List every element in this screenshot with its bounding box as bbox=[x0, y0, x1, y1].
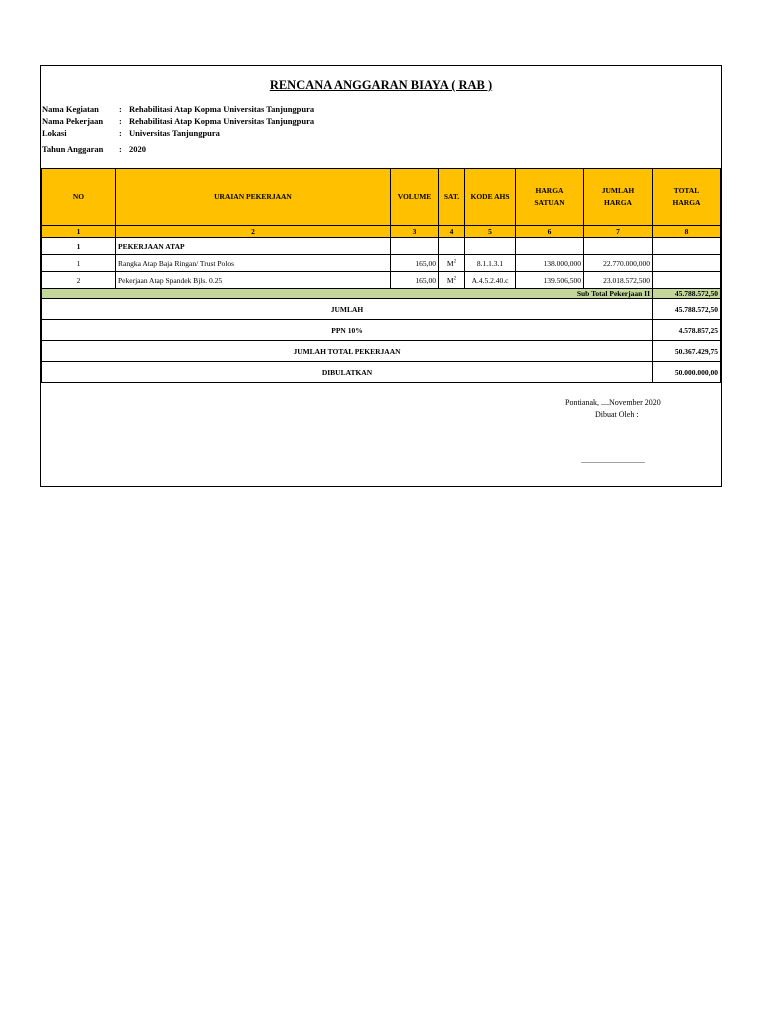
info-value: Rehabilitasi Atap Kopma Universitas Tanjungpura bbox=[129, 104, 315, 114]
item-volume: 165,00 bbox=[391, 255, 439, 272]
made-by: Dibuat Oleh : bbox=[595, 410, 639, 419]
col-number: 2 bbox=[116, 226, 391, 238]
item-sat: $M^2$ bbox=[439, 255, 465, 272]
header-no: NO bbox=[42, 169, 116, 226]
item-sat: $M^2$ bbox=[439, 272, 465, 289]
table-row bbox=[42, 272, 721, 289]
info-separator: : bbox=[119, 116, 122, 126]
col-number: 3 bbox=[391, 226, 439, 238]
place-date: Pontianak, ....November 2020 bbox=[565, 398, 661, 407]
header-total-harga: TOTAL HARGA bbox=[653, 169, 721, 226]
jumlah-row bbox=[42, 299, 721, 320]
dibulatkan-value: 50.000.000,00 bbox=[653, 362, 721, 383]
info-nama-kegiatan bbox=[42, 104, 314, 115]
col-number: 4 bbox=[439, 226, 465, 238]
column-number-row bbox=[42, 226, 721, 238]
ppn-label: PPN 10% bbox=[42, 320, 653, 341]
info-label: Nama Pekerjaan bbox=[42, 116, 104, 126]
section-no: 1 bbox=[42, 238, 116, 255]
subtotal-value: 45.788.572,50 bbox=[653, 289, 721, 299]
info-label: Nama Kegiatan bbox=[42, 104, 99, 114]
ppn-value: 4.578.857,25 bbox=[653, 320, 721, 341]
col-number: 7 bbox=[584, 226, 653, 238]
table-header-row bbox=[42, 169, 721, 226]
header-uraian: URAIAN PEKERJAAN bbox=[116, 169, 391, 226]
header-harga-satuan: HARGA SATUAN bbox=[516, 169, 584, 226]
info-label: Tahun Anggaran bbox=[42, 144, 104, 154]
info-tahun-anggaran bbox=[42, 144, 146, 155]
info-separator: : bbox=[119, 128, 122, 138]
item-kode-ahs: 8.1.1.3.1 bbox=[465, 255, 516, 272]
item-harga-satuan: 139.506,500 bbox=[516, 272, 584, 289]
header-jumlah-harga: JUMLAH HARGA bbox=[584, 169, 653, 226]
jumlah-value: 45.788.572,50 bbox=[653, 299, 721, 320]
rab-sheet bbox=[40, 65, 722, 487]
jumlah-label: JUMLAH bbox=[42, 299, 653, 320]
signature-line: ................................ bbox=[581, 456, 645, 465]
item-kode-ahs: A.4.5.2.40.c bbox=[465, 272, 516, 289]
col-number: 1 bbox=[42, 226, 116, 238]
info-nama-pekerjaan bbox=[42, 116, 314, 127]
subtotal-row bbox=[42, 289, 721, 299]
item-jumlah-harga: 23.018.572,500 bbox=[584, 272, 653, 289]
col-number: 6 bbox=[516, 226, 584, 238]
item-uraian: Pekerjaan Atap Spandek Bjls. 0.25 bbox=[116, 272, 391, 289]
total-value: 50.367.429,75 bbox=[653, 341, 721, 362]
info-label: Lokasi bbox=[42, 128, 67, 138]
info-separator: : bbox=[119, 144, 122, 154]
rab-table bbox=[41, 168, 721, 383]
info-separator: : bbox=[119, 104, 122, 114]
dibulatkan-label: DIBULATKAN bbox=[42, 362, 653, 383]
total-row bbox=[42, 341, 721, 362]
dibulatkan-row bbox=[42, 362, 721, 383]
item-no: 2 bbox=[42, 272, 116, 289]
item-no: 1 bbox=[42, 255, 116, 272]
item-uraian: Rangka Atap Baja Ringan/ Trust Polos bbox=[116, 255, 391, 272]
ppn-row bbox=[42, 320, 721, 341]
header-sat: SAT. bbox=[439, 169, 465, 226]
info-value: Universitas Tanjungpura bbox=[129, 128, 220, 138]
section-row bbox=[42, 238, 721, 255]
col-number: 8 bbox=[653, 226, 721, 238]
header-volume: VOLUME bbox=[391, 169, 439, 226]
item-harga-satuan: 138.000,000 bbox=[516, 255, 584, 272]
item-total-harga bbox=[653, 255, 721, 272]
info-lokasi bbox=[42, 128, 220, 139]
table-row bbox=[42, 255, 721, 272]
total-label: JUMLAH TOTAL PEKERJAAN bbox=[42, 341, 653, 362]
item-volume: 165,00 bbox=[391, 272, 439, 289]
document-title: RENCANA ANGGARAN BIAYA ( RAB ) bbox=[269, 78, 493, 92]
info-value: 2020 bbox=[129, 144, 146, 154]
col-number: 5 bbox=[465, 226, 516, 238]
section-name: PEKERJAAN ATAP bbox=[116, 238, 391, 255]
item-total-harga bbox=[653, 272, 721, 289]
subtotal-label: Sub Total Pekerjaan II bbox=[42, 289, 653, 299]
info-value: Rehabilitasi Atap Kopma Universitas Tanjungpura bbox=[129, 116, 315, 126]
item-jumlah-harga: 22.770.000,000 bbox=[584, 255, 653, 272]
header-kode-ahs: KODE AHS bbox=[465, 169, 516, 226]
